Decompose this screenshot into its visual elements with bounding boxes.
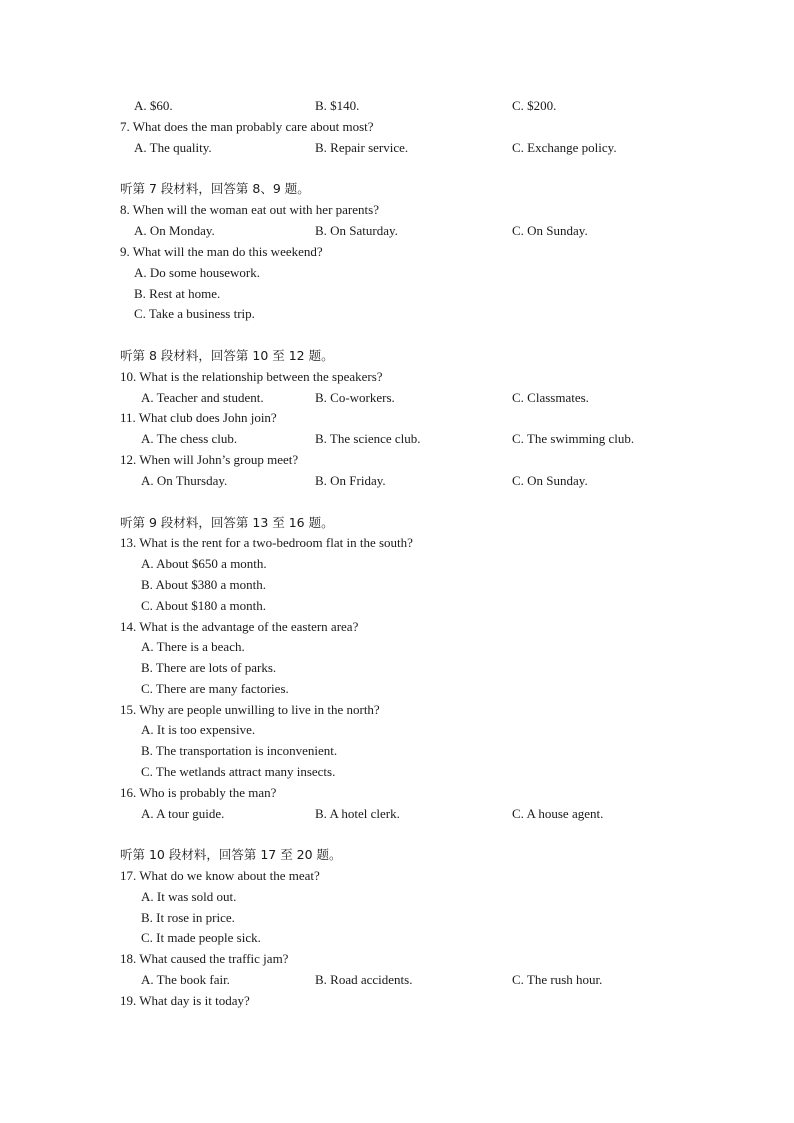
q13-option-a[interactable]: A. About $650 a month. [141,556,267,571]
section-10-heading: 听第 10 段材料，回答第 17 至 20 题。 [120,847,342,862]
q15-option-b[interactable]: B. The transportation is inconvenient. [141,743,338,758]
q18-option-b[interactable]: B. Road accidents. [315,972,413,987]
q7-option-b[interactable]: B. Repair service. [315,140,409,155]
q9-question: 9. What will the man do this weekend? [120,244,323,259]
q16-option-c[interactable]: C. A house agent. [512,806,604,821]
q14-option-a[interactable]: A. There is a beach. [141,639,245,654]
q7-option-a[interactable]: A. The quality. [134,140,212,155]
q8-question: 8. When will the woman eat out with her parents? [120,202,379,217]
q15-option-a[interactable]: A. It is too expensive. [141,722,256,737]
q12-question: 12. When will John’s group meet? [120,452,299,467]
q11-option-c[interactable]: C. The swimming club. [512,431,635,446]
q11-option-b[interactable]: B. The science club. [315,431,421,446]
q12-option-c[interactable]: C. On Sunday. [512,473,588,488]
q8-option-b[interactable]: B. On Saturday. [315,223,398,238]
q9-option-a[interactable]: A. Do some housework. [134,265,261,280]
q17-option-b[interactable]: B. It rose in price. [141,910,235,925]
q18-question: 18. What caused the traffic jam? [120,951,289,966]
q13-option-c[interactable]: C. About $180 a month. [141,598,266,613]
q9-option-c[interactable]: C. Take a business trip. [134,306,255,321]
q16-option-b[interactable]: B. A hotel clerk. [315,806,400,821]
q14-question: 14. What is the advantage of the eastern area? [120,619,359,634]
q15-option-c[interactable]: C. The wetlands attract many insects. [141,764,336,779]
q8-option-a[interactable]: A. On Monday. [134,223,215,238]
q12-option-b[interactable]: B. On Friday. [315,473,386,488]
q17-option-a[interactable]: A. It was sold out. [141,889,237,904]
q16-option-a[interactable]: A. A tour guide. [141,806,225,821]
q13-option-b[interactable]: B. About $380 a month. [141,577,266,592]
q13-question: 13. What is the rent for a two-bedroom flat in the south? [120,535,413,550]
section-9-heading: 听第 9 段材料，回答第 13 至 16 题。 [120,515,334,530]
q10-option-a[interactable]: A. Teacher and student. [141,390,264,405]
section-7-heading: 听第 7 段材料，回答第 8、9 题。 [120,181,310,196]
q8-option-c[interactable]: C. On Sunday. [512,223,588,238]
q7-question: 7. What does the man probably care about most? [120,119,374,134]
q19-question: 19. What day is it today? [120,993,250,1008]
q15-question: 15. Why are people unwilling to live in the north? [120,702,380,717]
q12-option-a[interactable]: A. On Thursday. [141,473,228,488]
q7-option-c[interactable]: C. Exchange policy. [512,140,617,155]
q14-option-c[interactable]: C. There are many factories. [141,681,289,696]
q11-option-a[interactable]: A. The chess club. [141,431,238,446]
q6-option-a[interactable]: A. $60. [134,98,173,113]
q11-question: 11. What club does John join? [120,410,277,425]
q10-option-b[interactable]: B. Co-workers. [315,390,395,405]
q6-option-c[interactable]: C. $200. [512,98,557,113]
q14-option-b[interactable]: B. There are lots of parks. [141,660,277,675]
q9-option-b[interactable]: B. Rest at home. [134,286,221,301]
q18-option-c[interactable]: C. The rush hour. [512,972,603,987]
q10-question: 10. What is the relationship between the speakers? [120,369,383,384]
q17-question: 17. What do we know about the meat? [120,868,320,883]
q10-option-c[interactable]: C. Classmates. [512,390,589,405]
q18-option-a[interactable]: A. The book fair. [141,972,230,987]
q16-question: 16. Who is probably the man? [120,785,277,800]
q17-option-c[interactable]: C. It made people sick. [141,930,261,945]
q6-option-b[interactable]: B. $140. [315,98,360,113]
section-8-heading: 听第 8 段材料，回答第 10 至 12 题。 [120,348,334,363]
